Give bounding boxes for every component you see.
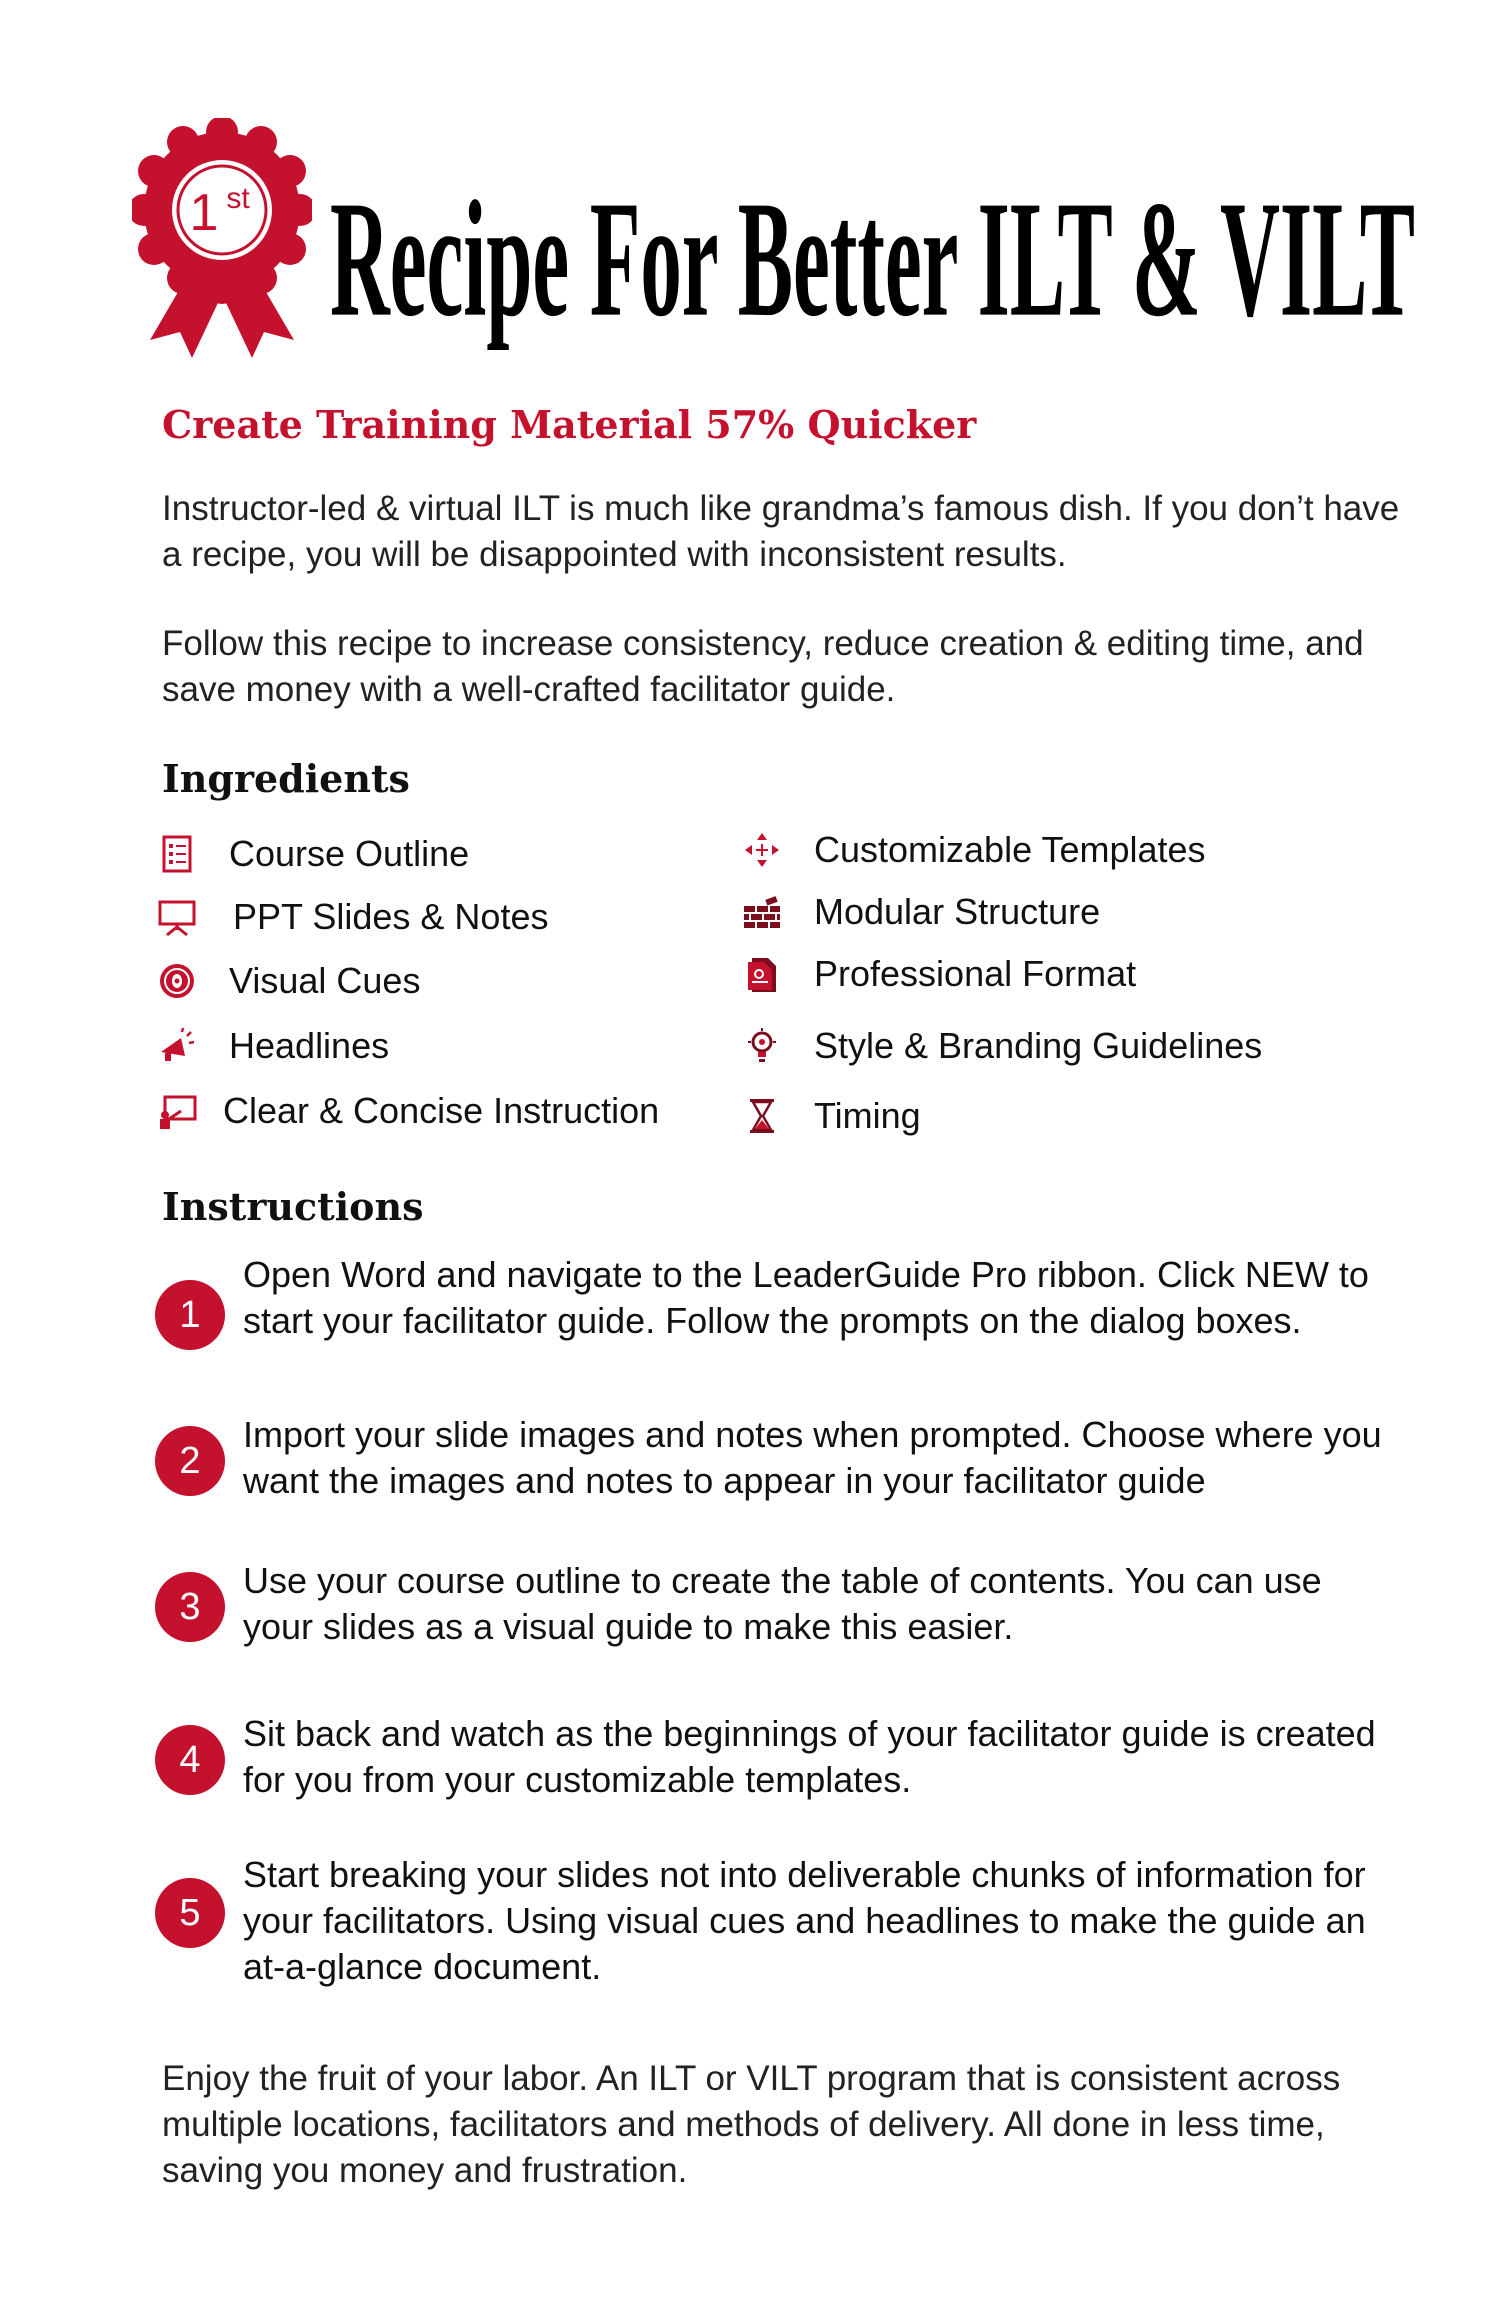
ingredient-visual-cues [155, 957, 420, 1005]
intro-paragraph-1 [162, 486, 1402, 578]
ingredient-label: Visual Cues [229, 960, 421, 1001]
step-number-badge: 4 [155, 1725, 225, 1795]
lightbulb-icon [740, 1024, 784, 1068]
closing-paragraph: Enjoy the fruit of your labor. An ILT or VILT program that is consistent across multiple locations, facilitators and methods of delivery. All done in less time, saving you money and frustration. [162, 2059, 1341, 2190]
ingredient-label: Course Outline [229, 833, 470, 874]
hourglass-icon [740, 1094, 784, 1138]
page-title [330, 130, 1480, 380]
step-number-badge: 1 [155, 1280, 225, 1350]
ingredient-label: Clear & Concise Instruction [223, 1090, 660, 1131]
step-number-badge: 5 [155, 1878, 225, 1948]
ingredient-label: Headlines [229, 1025, 390, 1066]
ingredient-label: Style & Branding Guidelines [814, 1025, 1263, 1066]
intro-text-1: Instructor-led & virtual ILT is much like grandma’s famous dish. If you don’t have a recipe, you will be disappointed with inconsistent results. [162, 489, 1400, 574]
subtitle: Create Training Material 57% Quicker [162, 402, 977, 447]
ingredient-course-outline [155, 830, 469, 878]
badge-number: 1 [189, 184, 219, 242]
ingredient-headlines [155, 1022, 389, 1070]
ingredient-ppt-slides [155, 893, 548, 941]
file-icon [740, 952, 784, 996]
brick-wall-icon [740, 890, 784, 934]
page-title-text: Recipe For Better ILT & VILT [330, 167, 1415, 352]
step-text: Sit back and watch as the beginnings of your facilitator guide is created for you from your customizable templates. [243, 1713, 1376, 1800]
step-text: Start breaking your slides not into deliverable chunks of information for your facilitators. Using visual cues and headlines to make the guide an at-a-glance document. [243, 1854, 1366, 1987]
list-document-icon [155, 832, 199, 876]
ingredient-professional-format [740, 950, 1136, 998]
move-arrows-icon [740, 828, 784, 872]
ingredient-customizable-templates [740, 826, 1206, 874]
ingredient-label: Modular Structure [814, 891, 1101, 932]
step-text: Use your course outline to create the table of contents. You can use your slides as a visual guide to make this easier. [243, 1560, 1322, 1647]
ingredient-label: Professional Format [814, 953, 1137, 994]
badge-suffix: st [226, 182, 250, 215]
ingredient-style-branding [740, 1022, 1262, 1070]
step-text: Import your slide images and notes when prompted. Choose where you want the images and notes to appear in your facilitator guide [243, 1414, 1382, 1501]
ingredient-label: Customizable Templates [814, 829, 1206, 870]
teaching-board-icon [155, 1089, 199, 1133]
ingredient-clear-instruction [155, 1087, 659, 1135]
ingredients-heading: Ingredients [162, 756, 410, 801]
step-number-badge: 3 [155, 1572, 225, 1642]
ingredient-timing [740, 1092, 921, 1140]
eye-circle-icon [155, 959, 199, 1003]
ingredient-label: PPT Slides & Notes [233, 896, 549, 937]
megaphone-icon [155, 1024, 199, 1068]
step-text: Open Word and navigate to the LeaderGuide Pro ribbon. Click NEW to start your facilitator guide. Follow the prompts on the dialog boxes. [243, 1254, 1369, 1341]
intro-text-2: Follow this recipe to increase consistency, reduce creation & editing time, and save money with a well-crafted facilitator guide. [162, 624, 1364, 709]
ingredient-modular-structure [740, 888, 1100, 936]
presentation-board-icon [155, 895, 199, 939]
intro-paragraph-2 [162, 621, 1402, 713]
instructions-heading: Instructions [162, 1184, 424, 1229]
award-ribbon-icon [132, 118, 312, 358]
step-number-badge: 2 [155, 1426, 225, 1496]
ingredient-label: Timing [814, 1095, 921, 1136]
